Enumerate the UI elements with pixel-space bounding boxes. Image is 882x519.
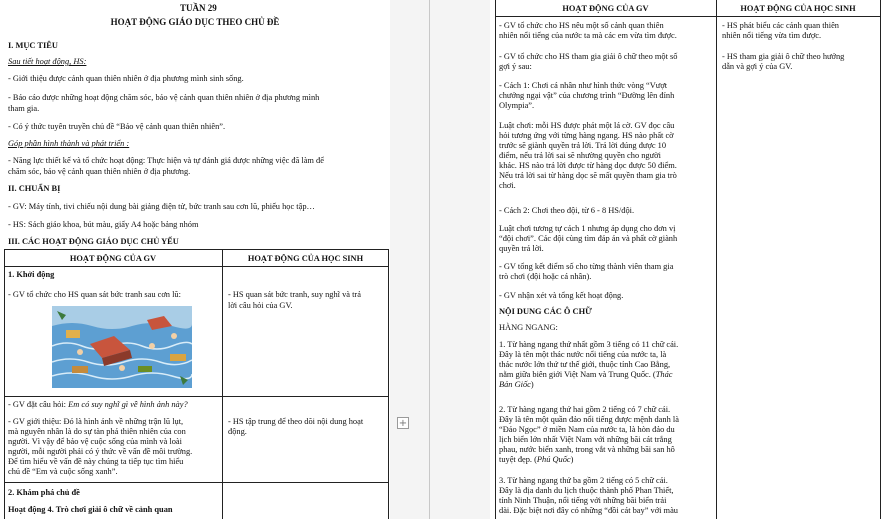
clue-3: 3. Từ hàng ngang thứ ba gồm 2 tiếng có 5 chữ cái. Đây là địa danh du lịch thuộc thành phố Phan Thiết, tỉnh Ninh Thuận, nổi tiếng với những bãi biển trải dài. Đặc biệt nơi đây có những “đồi cát bay” với màu [499,476,678,516]
activity-4-heading: Hoạt động 4. Trò chơi giải ô chữ về cảnh quan [8,505,173,514]
col-header-teacher-right: HOẠT ĐỘNG CỦA GV [562,4,649,13]
teacher-show-picture: - GV tổ chức cho HS quan sát bức tranh sau cơn lũ: [8,290,181,299]
skill-line1: - Năng lực thiết kế và tổ chức hoạt động: Thực hiện và tự đánh giá được những việc đã làm để [8,156,324,165]
explore-heading: 2. Khám phá chủ đề [8,488,80,497]
student-observe-line2: lời câu hỏi của GV. [228,301,293,310]
objective-2-line1: - Báo cáo được những hoạt động chăm sóc, bảo vệ cảnh quan thiên nhiên ở địa phương mình [8,93,320,102]
objective-1: - Giới thiệu được cảnh quan thiên nhiên ở địa phương mình sinh sống. [8,74,244,83]
clue-1: 1. Từ hàng ngang thứ nhất gồm 3 tiếng có 11 chữ cái. Đây là tên một thác nước nổi tiếng của nước ta, là thác nước lớn thứ tư thế giới, thuộc tỉnh Cao Bằng, nằm giữa biên giới Việt Nam và Trung Quốc. (Thác Bản Giốc) [499,340,679,390]
teacher-step-2: - GV tổ chức cho HS tham gia giải ô chữ theo một số gợi ý sau: [499,52,678,72]
student-observe-line1: - HS quan sát bức tranh, suy nghĩ và trả [228,290,361,299]
student-focus: - HS tập trung để theo dõi nội dung hoạt động. [228,417,364,437]
document-title: HOẠT ĐỘNG GIÁO DỤC THEO CHỦ ĐỀ [110,17,280,27]
teacher-step-1: - GV tổ chức cho HS nêu một số cảnh quan thiên nhiên nổi tiếng của nước ta mà các em vừa tìm được. [499,21,677,41]
way-1: - Cách 1: Chơi cá nhân như hình thức vòng “Vượt chướng ngại vật” của chương trình “Đường lên đỉnh Olympia”. [499,81,675,111]
section-preparation: II. CHUẨN BỊ [8,184,61,193]
pane-divider[interactable] [429,0,430,519]
crossword-content-title: NỘI DUNG CÁC Ô CHỮ [499,307,592,316]
page-gap [390,0,490,519]
student-step-2: - HS tham gia giải ô chữ theo hướng dẫn và gợi ý của GV. [722,52,845,72]
col-header-teacher: HOẠT ĐỘNG CỦA GV [69,254,157,263]
horizontal-rows-label: HÀNG NGANG: [499,323,558,332]
document-page-left [0,0,390,519]
col-header-student-right: HOẠT ĐỘNG CỦA HỌC SINH [740,4,856,13]
col-header-student: HOẠT ĐỘNG CỦA HỌC SINH [247,254,364,263]
add-button[interactable]: + [398,418,408,429]
objective-3: - Có ý thức tuyên truyền chủ đề “Bảo vệ cảnh quan thiên nhiên”. [8,122,226,131]
way-2: - Cách 2: Chơi theo đội, từ 6 - 8 HS/đội. [499,206,635,215]
document-page-right [490,0,882,519]
contribution-label: Góp phần hình thành và phát triển : [8,139,130,148]
prep-teacher: - GV: Máy tính, tivi chiếu nội dung bài giảng điện tử, bức tranh sau cơn lũ, phiếu học tập… [8,202,315,211]
flood-illustration [52,306,192,388]
teacher-intro: - GV giới thiệu: Đó là hình ảnh về những trận lũ lụt, mà nguyên nhân là do sự tàn phá thiên nhiên của con người. Vì vậy để bảo vệ cuộc sống của mình và loài người, mỗi người phải có ý thức về vấn đề môi trường. Để tìm hiểu về vấn đề này chúng ta tiếp tục tìm hiểu chủ đề “Em và cuộc sống xanh”. [8,417,193,477]
skill-line2: chăm sóc, bảo vệ cảnh quan thiên nhiên ở địa phương. [8,167,191,176]
prep-student: - HS: Sách giáo khoa, bút màu, giấy A4 hoặc bảng nhóm [8,220,199,229]
rule-1: Luật chơi: mỗi HS được phát một lá cờ. GV đọc câu hỏi tương ứng với từng hàng ngang. HS nào phất cờ trước sẽ giành quyền trả lời. Trả lời đúng được 10 điểm, nếu trả lời sai sẽ nhường quyền cho người khác. HS nào trả lời được từ hàng dọc được 50 điểm. Nếu trả lời sai từ hàng dọc sẽ mất quyền tham gia trò chơi. [499,121,677,191]
week-heading: TUẦN 29 [180,3,217,13]
warmup-heading: 1. Khởi động [8,270,55,279]
clue-2: 2. Từ hàng ngang thứ hai gồm 2 tiếng có 7 chữ cái. Đây là tên một quần đảo nổi tiếng được mệnh danh là “Đảo Ngọc” ở miền Nam của nước ta, là hòn đảo du lịch biển lớn nhất Việt Nam với những bãi cát trắng phau, nước biển xanh, trong vắt và những bãi san hô tuyệt đẹp. (Phú Quốc) [499,405,679,465]
objective-2-line2: tham gia. [8,104,40,113]
section-activities: III. CÁC HOẠT ĐỘNG GIÁO DỤC CHỦ YẾU [8,237,179,246]
teacher-summary: - GV nhận xét và tổng kết hoạt động. [499,291,624,300]
rule-2: Luật chơi tương tự cách 1 nhưng áp dụng cho đơn vị “đội chơi”. Các đội cùng tìm đáp án và phất cờ giành quyền trả lời. [499,224,678,254]
after-lesson-label: Sau tiết hoạt động, HS: [8,57,87,66]
section-objectives: I. MỤC TIÊU [8,41,58,50]
student-step-1: - HS phát biểu các cảnh quan thiên nhiên nổi tiếng vừa tìm được. [722,21,839,41]
teacher-question: - GV đặt câu hỏi: Em có suy nghĩ gì về hình ảnh này? [8,400,188,409]
score-summary: - GV tổng kết điểm số cho từng thành viên tham gia trò chơi (đội hoặc cá nhân). [499,262,674,282]
